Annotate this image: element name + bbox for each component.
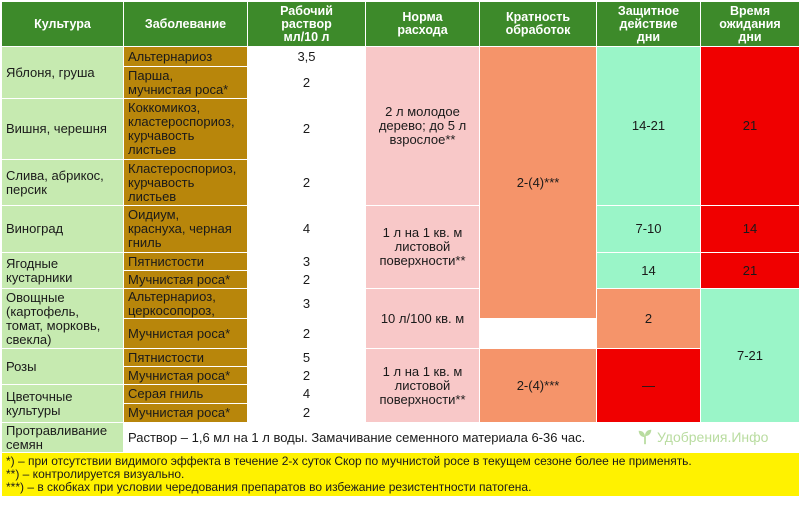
- header-protection: Защитное действие дни: [597, 2, 701, 47]
- crop-cell: Яблоня, груша: [2, 47, 124, 99]
- solution-cell: 5: [248, 349, 366, 367]
- multiplicity-cell: 2-(4)***: [480, 349, 597, 423]
- disease-cell: Серая гниль: [124, 385, 248, 404]
- norm-cell: 1 л на 1 кв. м листовой поверхности**: [366, 206, 480, 289]
- header-row: [2, 2, 800, 47]
- solution-cell: 4: [248, 206, 366, 253]
- solution-cell: 3: [248, 253, 366, 271]
- disease-cell: Мучнистая роса*: [124, 367, 248, 385]
- solution-cell: 3: [248, 289, 366, 319]
- protection-cell: 14-21: [597, 47, 701, 206]
- footnotes: [2, 453, 800, 497]
- solution-cell: 4: [248, 385, 366, 404]
- disease-cell: Мучнистая роса*: [124, 271, 248, 289]
- crop-cell: Цветочные культуры: [2, 385, 124, 423]
- crop-cell: Протравливание семян: [2, 423, 124, 453]
- table-row: [2, 47, 800, 67]
- disease-cell: Альтернариоз: [124, 47, 248, 67]
- fungicide-table: [1, 1, 800, 497]
- table-row: [2, 289, 800, 319]
- header-norm: Норма расхода: [366, 2, 480, 47]
- solution-cell: 2: [248, 367, 366, 385]
- solution-cell: 2: [248, 319, 366, 349]
- protection-cell: 14: [597, 253, 701, 289]
- multiplicity-cell: 2: [597, 289, 701, 349]
- solution-cell: 2: [248, 99, 366, 160]
- footnote-2: **) – контролируется визуально.: [6, 467, 185, 481]
- header-multiplicity: Кратность обработок: [480, 2, 597, 47]
- table-row: [2, 206, 800, 253]
- disease-cell: Мучнистая роса*: [124, 404, 248, 423]
- waiting-cell: 21: [701, 253, 800, 289]
- crop-cell: Овощные (картофель, томат, морковь, свекла): [2, 289, 124, 349]
- waiting-cell: —: [597, 349, 701, 423]
- protection-cell: 7-21: [701, 289, 800, 423]
- disease-cell: Пятнистости: [124, 349, 248, 367]
- seed-treatment-text: Раствор – 1,6 мл на 1 л воды. Замачивание семенного материала 6-36 час.: [124, 423, 800, 453]
- crop-cell: Вишня, черешня: [2, 99, 124, 160]
- footnote-1: *) – при отсутствии видимого эффекта в течение 2-х суток Скор по мучнистой росе в текущем сезоне более не применять.: [6, 454, 692, 468]
- solution-cell: 2: [248, 160, 366, 206]
- footnote-3: ***) – в скобках при условии чередования препаратов во избежание резистентности патогена.: [6, 480, 532, 494]
- disease-cell: Парша, мучнистая роса*: [124, 67, 248, 99]
- disease-cell: Мучнистая роса*: [124, 319, 248, 349]
- solution-cell: 2: [248, 271, 366, 289]
- header-waiting: Время ожидания дни: [701, 2, 800, 47]
- norm-cell: 2 л молодое дерево; до 5 л взрослое**: [366, 47, 480, 206]
- waiting-cell: 21: [701, 47, 800, 206]
- waiting-cell: 14: [701, 206, 800, 253]
- solution-cell: 2: [248, 67, 366, 99]
- crop-cell: Розы: [2, 349, 124, 385]
- protection-cell: 7-10: [597, 206, 701, 253]
- disease-cell: Кластероспориоз, курчавость листьев: [124, 160, 248, 206]
- footnote-row: [2, 453, 800, 497]
- crop-cell: Ягодные кустарники: [2, 253, 124, 289]
- norm-cell: 1 л на 1 кв. м листовой поверхности**: [366, 349, 480, 423]
- disease-cell: Альтернариоз, церкосопороз,: [124, 289, 248, 319]
- disease-cell: Коккомикоз, кластероспориоз, курчавость листьев: [124, 99, 248, 160]
- header-culture: Культура: [2, 2, 124, 47]
- multiplicity-cell: 2-(4)***: [480, 47, 597, 319]
- watermark-text: Удобрения.Инфо: [657, 429, 769, 445]
- sprout-icon: [636, 428, 654, 446]
- disease-cell: Пятнистости: [124, 253, 248, 271]
- disease-cell: Оидиум, краснуха, черная гниль: [124, 206, 248, 253]
- norm-cell: 10 л/100 кв. м: [366, 289, 480, 349]
- header-disease: Заболевание: [124, 2, 248, 47]
- watermark: [636, 428, 768, 446]
- crop-cell: Слива, абрикос, персик: [2, 160, 124, 206]
- crop-cell: Виноград: [2, 206, 124, 253]
- table-row: [2, 349, 800, 367]
- solution-cell: 2: [248, 404, 366, 423]
- solution-cell: 3,5: [248, 47, 366, 67]
- header-solution: Рабочий раствор мл/10 л: [248, 2, 366, 47]
